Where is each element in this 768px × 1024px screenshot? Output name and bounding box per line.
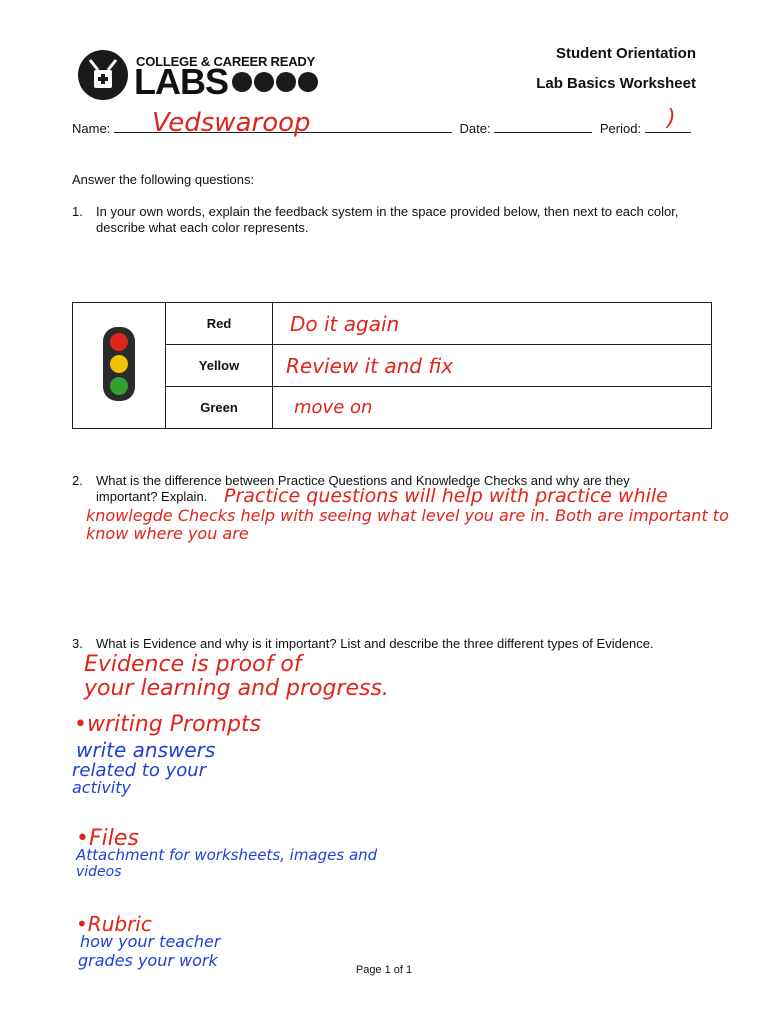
q3-answer-line2: your learning and progress. (84, 676, 389, 701)
logo-emblem-icon (78, 50, 128, 100)
period-handwriting: ) (667, 106, 676, 131)
table-row (73, 387, 712, 429)
table-row (73, 303, 712, 345)
q2-answer-line2: knowlegde Checks help with seeing what level you are in. Both are important to (86, 506, 729, 525)
q3-number: 3. (72, 636, 83, 651)
evidence-type-1-desc3: activity (72, 778, 131, 797)
feedback-table (72, 302, 712, 429)
atom-icon (254, 72, 274, 92)
house-icon (276, 72, 296, 92)
name-label: Name: (72, 121, 111, 136)
logo-wordmark: LABS (134, 61, 228, 102)
logo-tagline: COLLEGE & CAREER READY (136, 54, 316, 69)
q2-number: 2. (72, 473, 83, 488)
evidence-type-3-title: •Rubric (76, 912, 152, 936)
period-label: Period: (599, 121, 642, 136)
gear-icon (232, 72, 252, 92)
answer-yellow: Review it and fix (286, 353, 454, 378)
traffic-light-icon (102, 326, 136, 402)
q3-answer-line1: Evidence is proof of (84, 652, 302, 677)
evidence-type-3-desc2: grades your work (78, 951, 218, 970)
answer-red: Do it again (290, 311, 400, 336)
answer-cell-green[interactable] (273, 387, 712, 429)
answer-cell-yellow[interactable] (273, 345, 712, 387)
logo-icons (232, 72, 318, 92)
page-subtitle: Lab Basics Worksheet (536, 75, 696, 92)
date-label: Date: (459, 121, 491, 136)
color-label-yellow: Yellow (166, 345, 273, 387)
q2-answer-line3: know where you are (86, 524, 249, 543)
evidence-type-2-desc1: Attachment for worksheets, images and (76, 846, 378, 864)
page-number: Page 1 of 1 (355, 964, 413, 976)
instructions: Answer the following questions: (72, 172, 255, 187)
q2-text: What is the difference between Practice Questions and Knowledge Checks and why are they important? Explain. (96, 473, 630, 504)
page-title: Student Orientation (556, 45, 696, 62)
answer-green: move on (294, 397, 373, 418)
evidence-type-1-desc2: related to your (72, 760, 207, 781)
color-label-red: Red (166, 303, 273, 345)
evidence-type-2-desc2: videos (76, 864, 122, 880)
name-handwriting: Vedswaroop (152, 108, 311, 138)
traffic-light-cell (73, 303, 166, 429)
q1-number: 1. (72, 204, 83, 219)
evidence-type-1-title: •writing Prompts (74, 712, 262, 737)
evidence-type-3-desc1: how your teacher (80, 932, 221, 951)
q2-answer-line1: Practice questions will help with practice while (224, 485, 668, 507)
answer-cell-red[interactable] (273, 303, 712, 345)
evidence-type-1-desc1: write answers (76, 738, 216, 762)
table-row (73, 345, 712, 387)
color-label-green: Green (166, 387, 273, 429)
evidence-type-2-title: •Files (76, 826, 139, 851)
people-icon (298, 72, 318, 92)
date-field[interactable] (494, 120, 592, 133)
q1-text: In your own words, explain the feedback system in the space provided below, then next to each color, describe what each color represents. (96, 204, 679, 235)
q3-text: What is Evidence and why is it important? List and describe the three different types of Evidence. (96, 636, 654, 651)
